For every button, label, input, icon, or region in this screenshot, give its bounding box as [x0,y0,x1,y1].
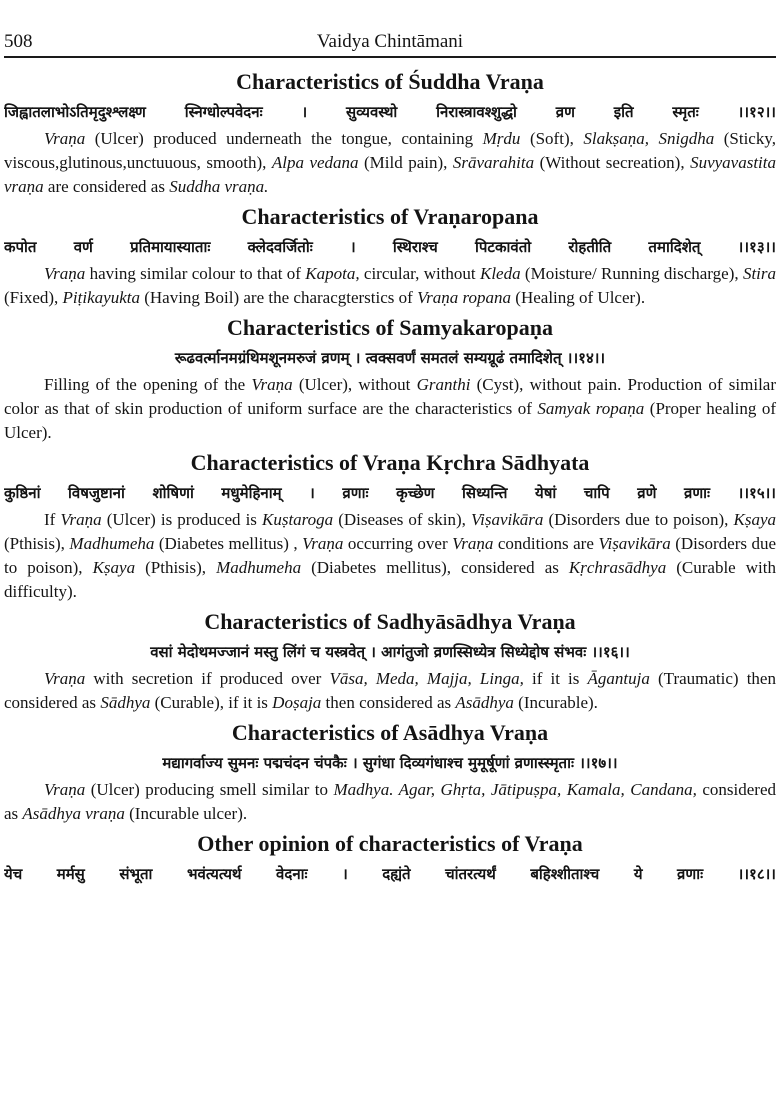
sanskrit-verse: कुष्ठिनां विषजुष्टानां शोषिणां मधुमेहिनाम् । व्रणाः कृच्छेण सिध्यन्ति येषां चापि व्रणे व्रणाः ।।१५।। [4,484,776,502]
running-title: Vaidya Chintāmani [316,31,464,52]
page-header [4,30,776,58]
translation-paragraph: Vraṇa having similar colour to that of Kapota, circular, without Kleda (Moisture/ Running discharge), Stira (Fixed), Piṭikayukta (Having Boil) are the characgterstics of Vraṇa ropana (Healing of Ulcer). [4,264,777,307]
sanskrit-verse: येच मर्मसु संभूता भवंत्यत्यर्थ वेदनाः । दह्यंते चांतरत्यर्थं बहिश्शीताश्च ये व्रणाः ।।१८।। [4,865,776,883]
section [4,719,776,826]
page-number: 508 [4,31,33,52]
section-heading: Characteristics of Sadhyāsādhya Vraṇa [204,609,576,634]
sanskrit-verse: वसां मेदोथमज्जानं मस्तु लिंगं च यस्त्रवेत् । आगंतुजो व्रणस्सिध्येत्र सिध्येद्दोष संभवः ।।१६।। [150,643,630,661]
section [4,314,776,445]
section-heading: Characteristics of Vraṇa Kṛchra Sādhyata [190,450,590,475]
translation-paragraph: If Vraṇa (Ulcer) is produced is Kuṣtaroga (Diseases of skin), Viṣavikāra (Disorders due to poison), Kṣaya (Pthisis), Madhumeha (Diabetes mellitus) , Vraṇa occurring over Vraṇa conditions are Viṣavikāra (Disorders due to poison), Kṣaya (Pthisis), Madhumeha (Diabetes mellitus), considered as Kṛchrasādhya (Curable with difficulty). [4,510,776,601]
translation-paragraph: Vraṇa (Ulcer) producing smell similar to Madhya. Agar, Ghṛta, Jātipuṣpa, Kamala, Candana, considered as Asādhya vraṇa (Incurable ulcer). [4,780,777,823]
section [4,68,776,199]
sanskrit-verse: रूढवर्त्मानमग्रंथिमशूनमरुजं व्रणम् । त्वक्सवर्णं समतलं सम्यग्रूढं तमादिशेत् ।।१४।। [174,349,606,367]
translation-paragraph: Vraṇa with secretion if produced over Vāsa, Meda, Majja, Linga, if it is Āgantuja (Traumatic) then considered as Sādhya (Curable), if it is Doṣaja then considered as Asādhya (Incurable). [4,669,776,712]
sanskrit-verse: कपोत वर्ण प्रतिमायास्याताः क्लेदवर्जितोः । स्थिराश्च पिटकावंतो रोहतीति तमादिशेत् ।।१३।। [4,238,776,256]
section-heading: Characteristics of Śuddha Vraṇa [236,69,544,94]
sanskrit-verse: जिह्वातलाभोऽतिमृदुश्श्लक्ष्ण स्निग्धोल्पवेदनः । सुव्यवस्थो निरास्त्रावश्शुद्धो व्रण इति स्मृतः ।।१२।। [4,103,776,121]
section [4,449,776,604]
section-heading: Other opinion of characteristics of Vraṇa [197,831,583,856]
translation-paragraph: Vraṇa (Ulcer) produced underneath the tongue, containing Mṛdu (Soft), Slakṣaṇa, Snigdha (Sticky, viscous,glutinous,unctuuous, smooth), Alpa vedana (Mild pain), Srāvarahita (Without secreation), Suvyavastita vraṇa are considered as Suddha vraṇa. [4,129,776,196]
section-heading: Characteristics of Samyakaropaṇa [227,315,553,340]
section [4,608,776,715]
sanskrit-verse: मद्यागर्वाज्य सुमनः पद्मचंदन चंपकैः । सुगंधा दिव्यगंधाश्च मुमूर्षूणां व्रणास्स्मृताः ।।१७।। [162,754,618,772]
section-heading: Characteristics of Asādhya Vraṇa [231,720,549,745]
section [4,830,776,887]
page-content [4,64,776,889]
translation-paragraph: Filling of the opening of the Vraṇa (Ulcer), without Granthi (Cyst), without pain. Production of similar color as that of skin production of uniform surface are the characteristics of Samyak ropaṇa (Proper healing of Ulcer). [4,375,777,442]
section-heading: Characteristics of Vraṇaropana [241,204,539,229]
section [4,203,776,310]
